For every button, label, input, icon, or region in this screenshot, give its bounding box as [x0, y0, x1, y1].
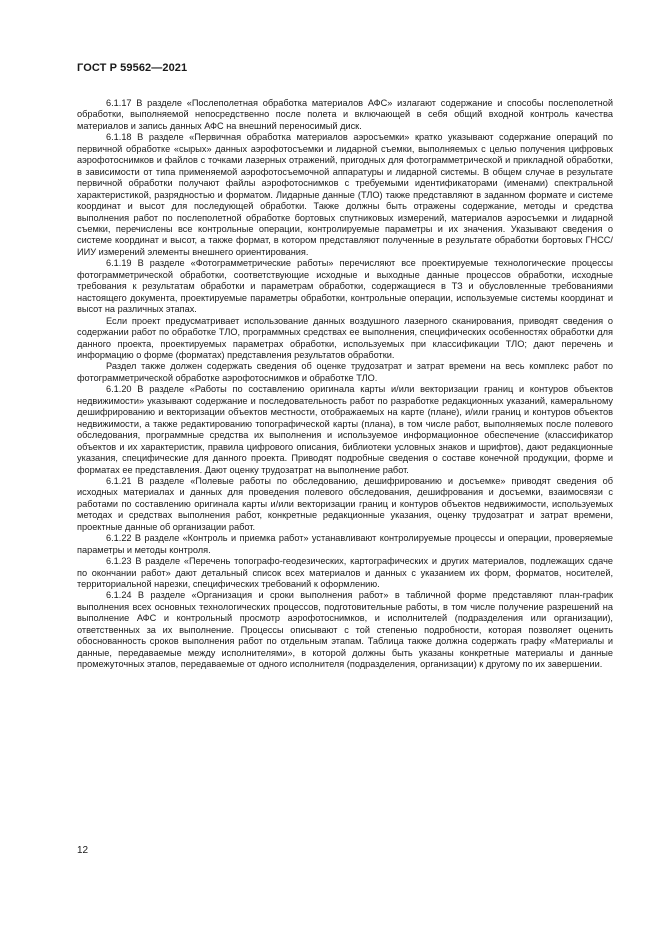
paragraph-lidar-processing: Если проект предусматривает использование данных воздушного лазерного сканирования, приводят сведения о содержании работ по обработке ТЛО, программных средствах ее выполнения, специфических особенностях обработки для данного проекта, проектируемых параметрах обработки, используемых при классификации ТЛО; дают перечень и информацию о форме (форматах) представления результатов обработки.: [77, 315, 613, 360]
paragraph-6-1-24: 6.1.24 В разделе «Организация и сроки выполнения работ» в табличной форме представляют план-график выполнения всех основных технологических процессов, подготовительные работы, в том числе получение разрешений на выполнение АФС и контрольный просмотр аэрофотоснимков, и исполнителей (подразделения или организации), ответственных за их выполнение. Процессы описывают с той степенью подробности, которая позволяет оценить обоснованность сроков выполнения работ по отдельным этапам. Таблица также должна содержать графу «Материалы и данные, передаваемые между исполнителями», в которой должны быть указаны конкретные материалы и данные промежуточных этапов, передаваемые от одного исполнителя (подразделения, организации) к другому по их завершении.: [77, 590, 613, 670]
paragraph-6-1-20: 6.1.20 В разделе «Работы по составлению оригинала карты и/или векторизации границ и контуров объектов недвижимости» указывают содержание и последовательность работ по разработке редакционных указаний, камеральному дешифрированию и векторизации объектов местности, отображаемых на карте (плане), и/или границ и контуров объектов недвижимости, а также редактированию топографической карты (плана), в том числе работ, выполняемых после полевого обследования, программные средства их выполнения и используемое информационное обеспечение (классификатор объектов и их характеристик, правила цифрового описания, библиотеки условных знаков и шрифтов), дают редакционные указания, специфические для данного проекта. Приводят подробные сведения о составе конечной продукции, форме и форматах ее представления. Дают оценку трудозатрат на выполнение работ.: [77, 384, 613, 475]
paragraph-6-1-18: 6.1.18 В разделе «Первичная обработка материалов аэросъемки» кратко указывают содержание операций по первичной обработке «сырых» данных аэрофотосъемки и лидарной съемки, выполняемых с целью получения цифровых аэрофотоснимков и файлов с точками лазерных отражений, пригодных для фотограмметрической и прикладной обработки, в зависимости от типа применяемой аэрофотосъемочной аппаратуры и лидарной системы. В общем случае в результате первичной обработки получают файлы аэрофотоснимков с требуемыми идентификаторами (именами) спектральной характеристикой, разрядностью и форматом. Лидарные данные (ТЛО) также представляют в заданном формате и системе координат и высот для последующей обработки. Также должны быть отражены содержание, методы и средства выполнения работ по послеполетной обработке бортовых спутниковых измерений, материалов аэросъемки и лидарной съемки, перечислены все контрольные операции, контролируемые параметры и их значения. Указывают сведения о системе координат и высот, а также формат, в котором представляют полученные в результате обработки бортовых ГНСС/ИИУ измерений элементы внешнего ориентирования.: [77, 132, 613, 257]
paragraph-6-1-23: 6.1.23 В разделе «Перечень топографо-геодезических, картографических и других материалов, подлежащих сдаче по окончании работ» дают детальный список всех материалов и данных с указанием их форм, форматов, носителей, территориальной нарезки, специфических требований к оформлению.: [77, 556, 613, 590]
document-header: ГОСТ Р 59562—2021: [77, 62, 188, 74]
document-body: [77, 98, 613, 671]
paragraph-6-1-17: 6.1.17 В разделе «Послеполетная обработка материалов АФС» излагают содержание и способы послеполетной обработки, выполняемой непосредственно после полета и включающей в себя общий входной контроль качества материалов и запись данных АФС на внешний переносимый диск.: [77, 98, 613, 131]
page-number: 12: [77, 845, 89, 856]
paragraph-6-1-21: 6.1.21 В разделе «Полевые работы по обследованию, дешифрированию и досъемке» приводят сведения об исходных материалах и данных для проведения полевого обследования, дешифрования и досъемки, взаимосвязи с работами по составлению оригинала карты и/или векторизации границ и контуров объектов недвижимости, используемых методах и средствах выполнения работ, конкретные редакционные указания, оценку трудозатрат и затрат времени, проектные данные об организации работ.: [77, 475, 613, 532]
paragraph-labor-estimate: Раздел также должен содержать сведения об оценке трудозатрат и затрат времени на весь комплекс работ по фотограмметрической обработке аэрофотоснимков и обработке ТЛО.: [77, 361, 613, 383]
paragraph-6-1-22: 6.1.22 В разделе «Контроль и приемка работ» устанавливают контролируемые процессы и операции, проверяемые параметры и методы контроля.: [77, 533, 613, 555]
paragraph-6-1-19: 6.1.19 В разделе «Фотограмметрические работы» перечисляют все проектируемые технологические процессы фотограмметрической обработки, соответствующие исходные и выходные данные процессов обработки, исходные требования к результатам обработки и параметрам обработки, содержащиеся в ТЗ и обусловленные требованиями настоящего документа, проектируемые параметры обработки, контрольные операции, используемые системы координат и высот на различных этапах.: [77, 258, 613, 315]
